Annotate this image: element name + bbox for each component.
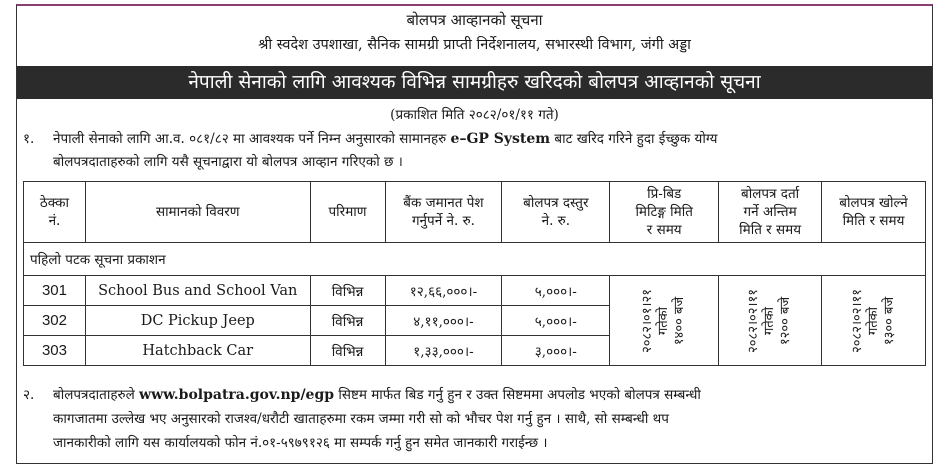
tender-fee: ५,०००।- <box>502 306 610 336</box>
section-row <box>24 243 926 276</box>
bank-guarantee-amount: १,३३,०००।- <box>385 336 502 366</box>
contract-code: 303 <box>24 336 86 366</box>
notice-title: बोलपत्र आव्हानको सूचना <box>406 11 543 29</box>
published-date: (प्रकाशित मिति २०८२/०१/११ गते) <box>390 107 559 123</box>
header-description: सामानको विवरण <box>85 182 310 243</box>
tender-notice <box>16 4 933 464</box>
item-name: DC Pickup Jeep <box>85 306 310 336</box>
contract-code: 301 <box>24 276 86 306</box>
paragraph-1-text: नेपाली सेनाको लागि आ.व. ०८१/८२ मा आवश्यक पर्ने निम्न अनुसारको सामानहरु <box>53 131 447 147</box>
notice-banner: नेपाली सेनाको लागि आवश्यक विभिन्न सामग्रीहरु खरिदको बोलपत्र आव्हानको सूचना <box>17 66 932 99</box>
table-row <box>24 276 926 306</box>
paragraph-1-text-after: बाट खरिद गरिने हुदा ईच्छुक योग्य <box>554 131 718 147</box>
bank-guarantee-amount: १२,६६,०००।- <box>385 276 502 306</box>
paragraph-2-line-3: जानकारीको लागि यस कार्यालयको फोन नं.०१-५९७९१२६ मा सम्पर्क गर्नु हुन समेत जानकारी गराईन्छ । <box>53 435 548 451</box>
header-opening: बोलपत्र खोल्ने मिति र समय <box>822 182 926 243</box>
paragraph-1-line-2: बोलपत्रदाताहरुको लागि यसै सूचनाद्वारा यो बोलपत्र आव्हान गरिएको छ । <box>53 154 403 170</box>
item-quantity: विभिन्न <box>310 336 385 366</box>
header-quantity: परिमाण <box>310 182 385 243</box>
paragraph-1 <box>23 128 926 174</box>
paragraph-2 <box>23 383 926 455</box>
table-header-row <box>24 182 926 243</box>
item-name: Hatchback Car <box>85 336 310 366</box>
paragraph-1-line-1 <box>23 128 926 151</box>
tender-fee: ५,०००।- <box>502 276 610 306</box>
paragraph-2-text-after: सिष्टम मार्फत बिड गर्नु हुन र उक्त सिष्टममा अपलोड भएको बोलपत्र सम्बन्धी <box>338 387 701 403</box>
paragraph-2-line-2: कागजातमा उल्लेख भए अनुसारको राजश्व/धरौटी खाताहरुमा रकम जम्मा गरी सो को भौचर पेश गर्नु हुन । साथै, सो सम्बन्धी थप <box>53 411 669 427</box>
paragraph-2-text: बोलपत्रदाताहरुले <box>53 387 135 403</box>
paragraph-2-number: २. <box>23 387 35 403</box>
opening-datetime: २०८२।०२।११ गतेको १३०० बजे <box>822 276 926 366</box>
item-quantity: विभिन्न <box>310 306 385 336</box>
header-fee: बोलपत्र दस्तुर ने. रु. <box>502 182 610 243</box>
header-bank-guarantee: बैंक जमानत पेश गर्नुपर्ने ने. रु. <box>385 182 502 243</box>
paragraph-1-number: १. <box>23 131 35 147</box>
bolpatra-url-link[interactable]: www.bolpatra.gov.np/egp <box>139 387 335 403</box>
tender-fee: ३,०००।- <box>502 336 610 366</box>
section-label: पहिलो पटक सूचना प्रकाशन <box>24 243 926 276</box>
notice-issuer: श्री स्वदेश उपशाखा, सैनिक सामग्री प्राप्ती निर्देशनालय, सभारस्थी विभाग, जंगी अड्डा <box>258 37 691 53</box>
item-quantity: विभिन्न <box>310 276 385 306</box>
bank-guarantee-amount: ४,११,०००।- <box>385 306 502 336</box>
prebid-datetime: २०८२।०१।२१ गतेको १४०० बजे <box>610 276 719 366</box>
egp-system-label: e–GP System <box>450 131 551 147</box>
header-contract-no: ठेक्का नं. <box>24 182 86 243</box>
paragraph-2-line-1 <box>23 383 926 407</box>
header-prebid: प्रि-बिड मिटिङ्ग मिति र समय <box>610 182 719 243</box>
contract-code: 302 <box>24 306 86 336</box>
submission-datetime: २०८२।०२।११ गतेको १२०० बजे <box>719 276 822 366</box>
header-submission: बोलपत्र दर्ता गर्ने अन्तिम मिति र समय <box>719 182 822 243</box>
item-name: School Bus and School Van <box>85 276 310 306</box>
tender-table <box>23 181 926 366</box>
